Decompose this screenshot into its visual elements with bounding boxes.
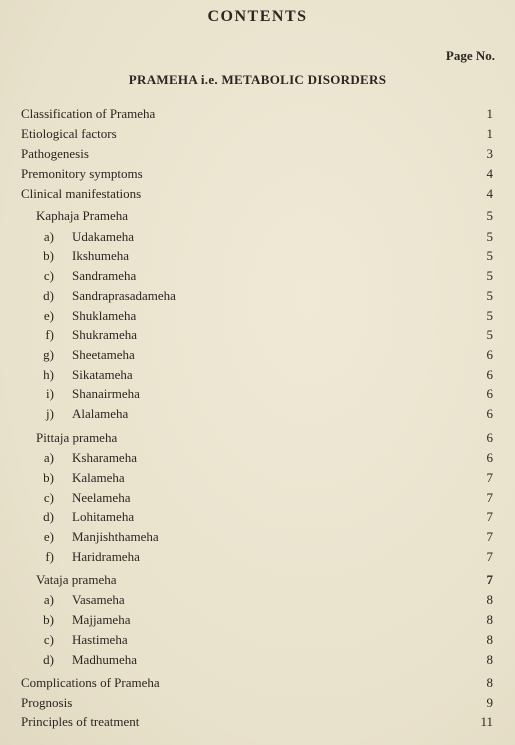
toc-entry-page: 8: [486, 652, 493, 667]
toc-entry-label: Etiological factors: [21, 126, 117, 141]
toc-entry-letter: c): [43, 490, 54, 505]
toc-entry-letter: c): [43, 632, 54, 647]
toc-entry: [0, 345, 515, 365]
toc-entry-label: Pittaja prameha: [36, 430, 118, 445]
toc-entry-page: 6: [486, 406, 493, 421]
section-title: PRAMEHA i.e. METABOLIC DISORDERS: [128, 72, 387, 87]
toc-entry-page: 3: [486, 146, 493, 161]
toc-entry-label: Vataja prameha: [36, 572, 117, 587]
toc-entry-label: Madhumeha: [72, 652, 137, 667]
toc-entry-label: Neelameha: [72, 490, 131, 505]
toc-entry-letter: c): [43, 268, 54, 283]
toc-entry-page: 8: [486, 592, 493, 607]
toc-entry-letter: d): [43, 288, 54, 303]
toc-entry-letter: d): [43, 509, 54, 524]
toc-entry-label: Lohitameha: [72, 509, 135, 524]
toc-entry-label: Principles of treatment: [21, 714, 140, 729]
toc-entry: [0, 404, 515, 424]
toc-entry-label: Shukrameha: [72, 327, 137, 342]
toc-entry-label: Classification of Prameha: [21, 106, 156, 121]
toc-entry: [0, 650, 515, 670]
toc-entry-letter: b): [43, 248, 54, 263]
toc-entry: [0, 507, 515, 527]
toc-entry-letter: g): [43, 347, 54, 362]
toc-entry-page: 7: [486, 470, 493, 485]
toc-entry: [0, 547, 515, 567]
toc-entry: [0, 144, 515, 164]
toc-entry-label: Clinical manifestations: [21, 186, 142, 201]
toc-entry-label: Haridrameha: [72, 549, 140, 564]
toc-entry-page: 7: [486, 529, 493, 544]
toc-entry: [0, 428, 515, 448]
toc-entry-label: Alalameha: [72, 406, 129, 421]
toc-entry-page: 7: [486, 549, 493, 564]
toc-entry-label: Vasameha: [72, 592, 125, 607]
toc-entry: [0, 590, 515, 610]
toc-entry-label: Sheetameha: [72, 347, 135, 362]
toc-entry-page: 5: [486, 229, 493, 244]
page-no-header: Page No.: [445, 48, 495, 63]
toc-entry: [0, 286, 515, 306]
toc-entry-label: Complications of Prameha: [21, 675, 160, 690]
toc-entry-page: 1: [486, 106, 493, 121]
toc-entry: [0, 693, 515, 713]
toc-entry-label: Udakameha: [72, 229, 135, 244]
toc-entry-page: 8: [486, 632, 493, 647]
toc-entry-page: 6: [486, 367, 493, 382]
toc-entry: [0, 124, 515, 144]
toc-entry: [0, 227, 515, 247]
toc-entry-label: Shuklameha: [72, 308, 137, 323]
toc-entry-letter: e): [43, 308, 54, 323]
toc-entry-label: Sandraprasadameha: [72, 288, 176, 303]
toc-entry-page: 5: [486, 308, 493, 323]
toc-entry-page: 4: [486, 186, 493, 201]
toc-entry: [0, 184, 515, 204]
toc-entry-page: 5: [486, 248, 493, 263]
toc-entry-label: Hastimeha: [72, 632, 128, 647]
toc-entry-label: Shanairmeha: [72, 386, 140, 401]
toc-entry-page: 5: [486, 327, 493, 342]
toc-entry-page: 4: [486, 166, 493, 181]
toc-entry-letter: a): [43, 592, 54, 607]
toc-entry-letter: b): [43, 470, 54, 485]
toc-entry: [0, 306, 515, 326]
toc-entry-page: 5: [486, 208, 493, 223]
toc-entry: [0, 266, 515, 286]
toc-entry-letter: f): [45, 549, 54, 564]
toc-entry: [0, 448, 515, 468]
toc-entry-letter: a): [43, 229, 54, 244]
toc-entry: [0, 365, 515, 385]
toc-entry-page: 8: [486, 612, 493, 627]
toc-entry-page: 8: [486, 675, 493, 690]
toc-entry: [0, 104, 515, 124]
toc-entry: [0, 206, 515, 226]
toc-entry-letter: d): [43, 652, 54, 667]
toc-entry: [0, 488, 515, 508]
toc-entry-label: Sandrameha: [72, 268, 137, 283]
toc-entry: [0, 570, 515, 590]
toc-entry-page: 6: [486, 347, 493, 362]
toc-entry-letter: i): [46, 386, 54, 401]
toc-entry-label: Sikatameha: [72, 367, 133, 382]
toc-entry: [0, 610, 515, 630]
toc-entry-page: 5: [486, 268, 493, 283]
toc-entry-page: 6: [486, 430, 493, 445]
toc-entry-label: Premonitory symptoms: [21, 166, 143, 181]
toc-entry-letter: h): [43, 367, 54, 382]
toc-entry-page: 6: [486, 450, 493, 465]
toc-entry-page: 7: [486, 572, 493, 587]
toc-entry: [0, 712, 515, 732]
toc-entry-letter: f): [45, 327, 54, 342]
toc-entry: [0, 164, 515, 184]
toc-entry: [0, 246, 515, 266]
toc-entry: [0, 630, 515, 650]
toc-entry: [0, 527, 515, 547]
toc-entry-page: 9: [486, 695, 493, 710]
contents-title: CONTENTS: [207, 8, 308, 25]
toc-entry-page: 7: [486, 490, 493, 505]
toc-entry-page: 6: [486, 386, 493, 401]
toc-entry-letter: a): [43, 450, 54, 465]
toc-entry: [0, 384, 515, 404]
toc-entry-page: 7: [486, 509, 493, 524]
toc-entry-letter: b): [43, 612, 54, 627]
toc-entry-label: Majjameha: [72, 612, 131, 627]
toc-entry-page: 11: [480, 714, 493, 729]
toc-entry-label: Ksharameha: [72, 450, 137, 465]
toc-entry-label: Kaphaja Prameha: [36, 208, 129, 223]
toc-entry-label: Ikshumeha: [72, 248, 130, 263]
toc-entry: [0, 673, 515, 693]
toc-entry-letter: j): [46, 406, 54, 421]
toc-entry-page: 1: [486, 126, 493, 141]
toc-entry-letter: e): [43, 529, 54, 544]
toc-entry-label: Kalameha: [72, 470, 125, 485]
toc-entry-page: 5: [486, 288, 493, 303]
toc-entry-label: Pathogenesis: [21, 146, 89, 161]
toc-entry-label: Manjishthameha: [72, 529, 159, 544]
toc-entry: [0, 325, 515, 345]
toc-entry-label: Prognosis: [21, 695, 73, 710]
toc-entry: [0, 468, 515, 488]
